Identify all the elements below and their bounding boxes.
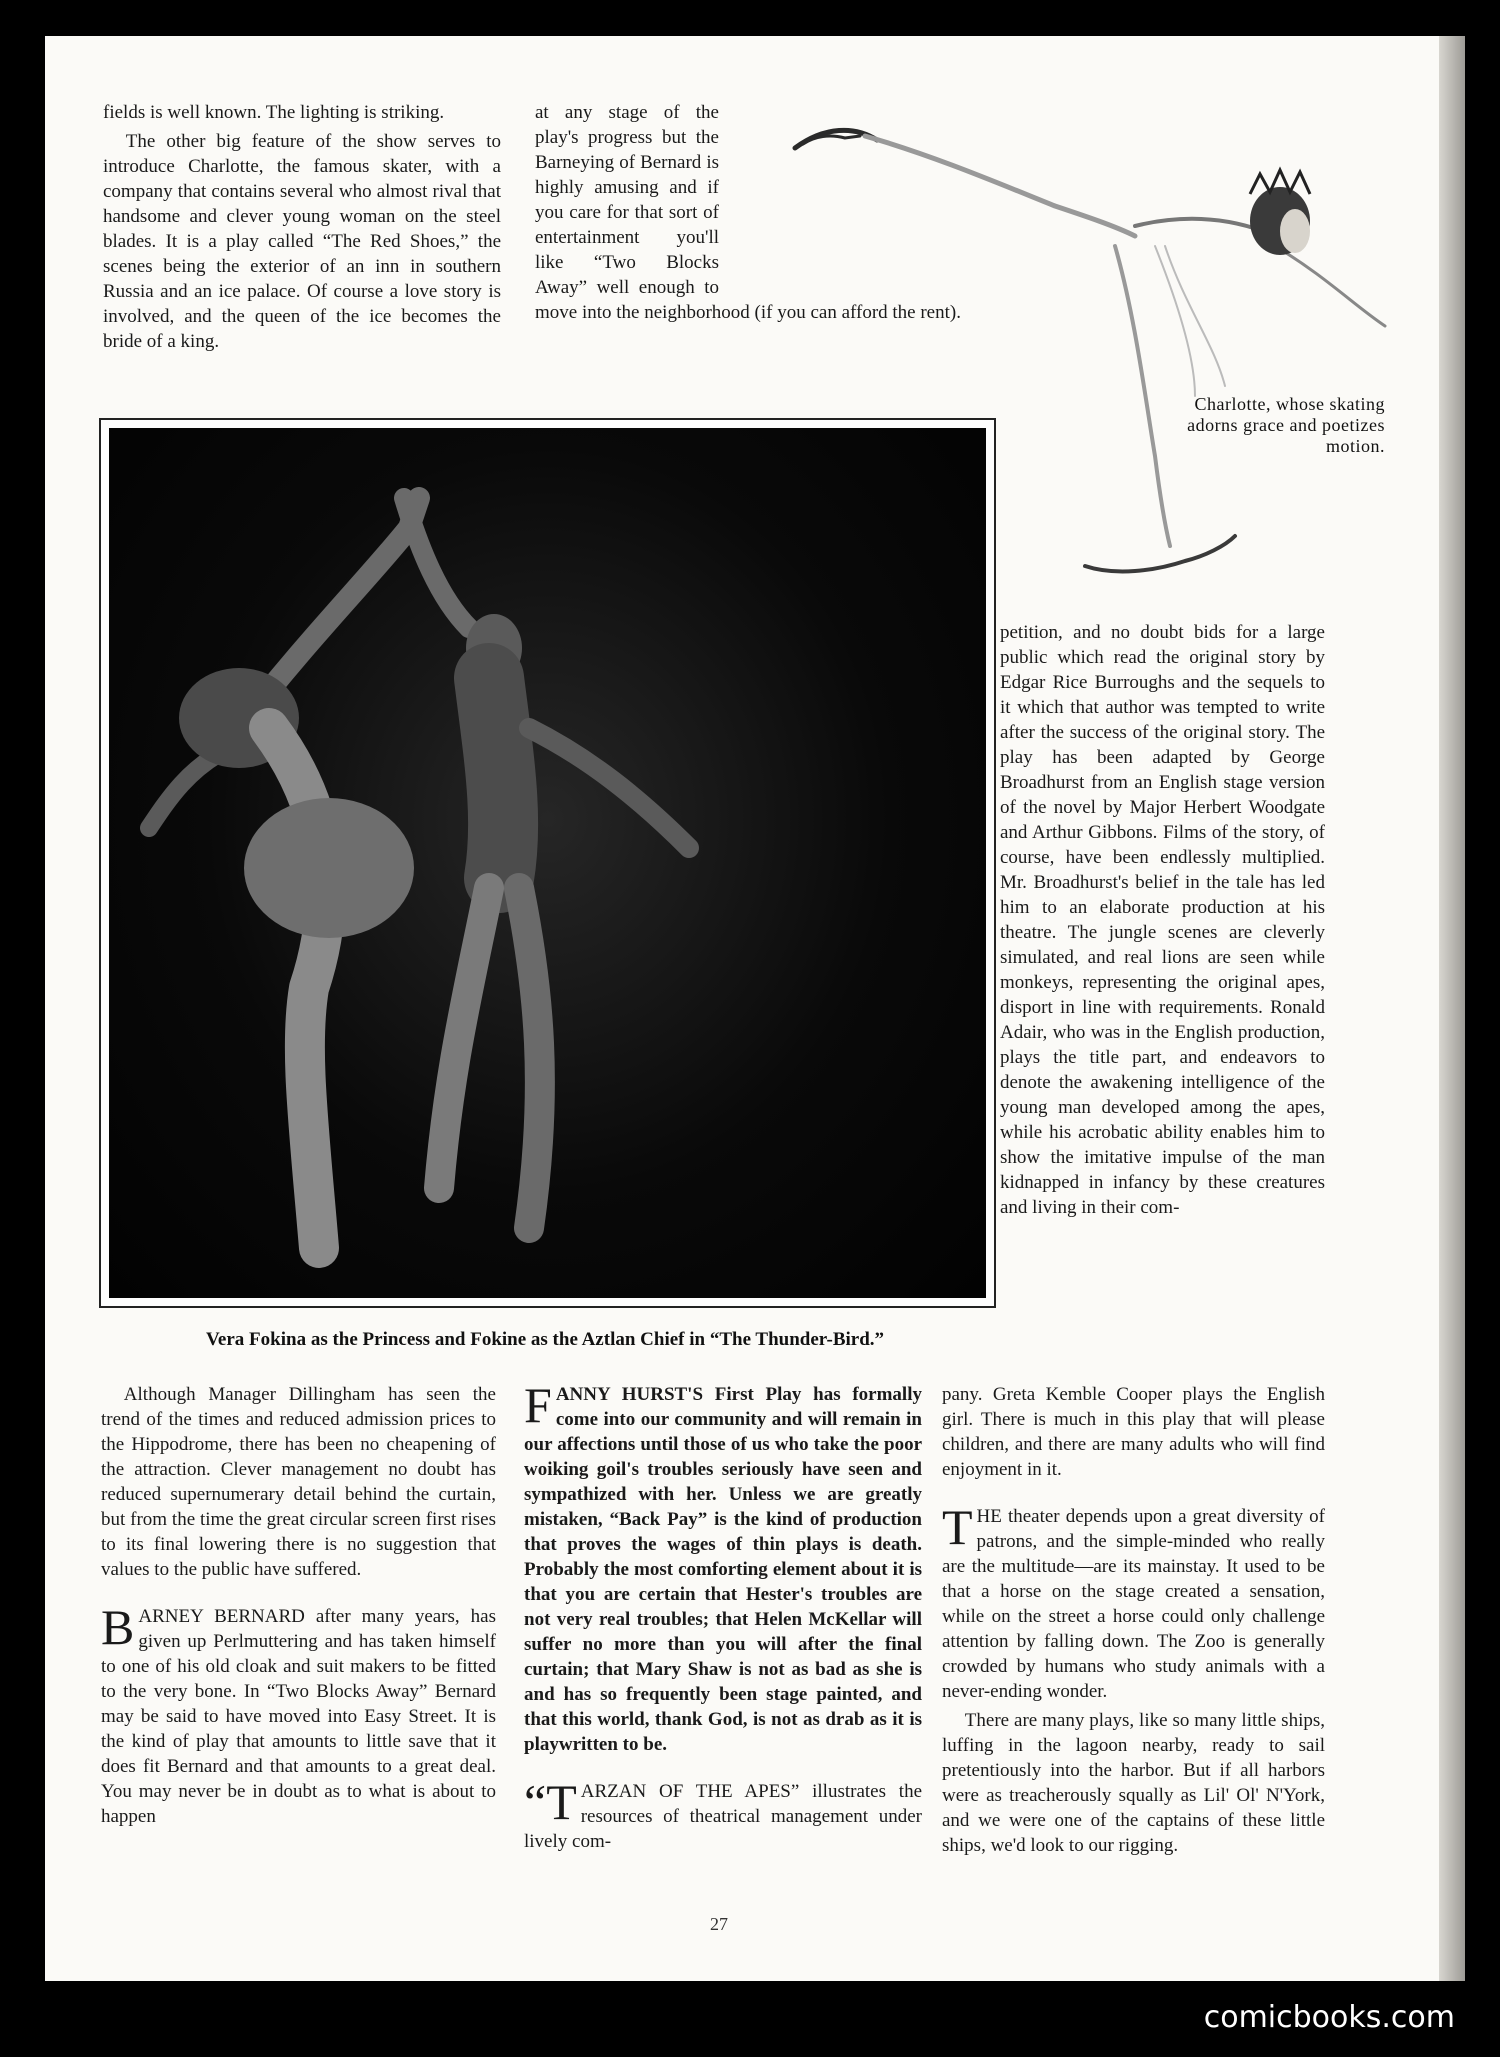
sketch-caption: Charlotte, whose skating adorns grace and poetizes motion. bbox=[1187, 394, 1385, 456]
lead-in: ANNY HURST'S bbox=[555, 1384, 704, 1405]
page-number: 27 bbox=[710, 1914, 728, 1934]
article-paragraph: “TARZAN OF THE APES” illustrates the resources of theatrical management under lively com- bbox=[524, 1774, 922, 1852]
article-column-2-bottom bbox=[524, 1377, 922, 1854]
article-paragraph: at any stage of the play's progress but the Barneying of Bernard is highly amusing and if you care for that sort of entertainment you'll like “Two Blocks Away” well enough to move into the neighborhood (if you can afford the rent). bbox=[535, 102, 961, 323]
skirt-fringe bbox=[1155, 246, 1195, 396]
chief-leg-left bbox=[439, 888, 489, 1188]
article-paragraph: pany. Greta Kemble Cooper plays the English girl. There is much in this play that will please children, and there are many adults who will find enjoyment in it. bbox=[942, 1384, 1325, 1480]
dance-photograph bbox=[99, 418, 996, 1308]
skater-head bbox=[1250, 170, 1310, 255]
raised-skate-boot bbox=[795, 130, 877, 148]
page-edge-shadow bbox=[1439, 36, 1465, 1981]
photo-caption: Vera Fokina as the Princess and Fokine as the Aztlan Chief in “The Thunder-Bird.” bbox=[205, 1329, 885, 1350]
princess-skirt bbox=[244, 798, 414, 938]
article-paragraph: petition, and no doubt bids for a large public which read the original story by Edgar Rice Burroughs and the sequels to it which that author was tempted to write after the success of the original story. The play has been adapted by George Broadhurst from an English stage version of the novel by Major Herbert Woodgate and Arthur Gibbons. Films of the story, of course, have been endlessly multiplied. Mr. Broadhurst's belief in the tale has led him to an elaborate production at his theatre. The jungle scenes are cleverly simulated, and real lions are seen while monkeys, representing the original apes, disport in line with requirements. Ronald Adair, who was in the English production, plays the title part, and endeavors to denote the awakening intelligence of the young man developed among the apes, while his acrobatic ability enables him to show the imitative impulse of the man kidnapped in infancy by these creatures and living in their com- bbox=[1000, 622, 1325, 1218]
lead-in: ARNEY BERNARD bbox=[138, 1606, 305, 1627]
article-paragraph: There are many plays, like so many little ships, luffing in the lagoon nearby, ready to sail pretentiously into the harbor. But if all harbors were as treacherously squally as Lil' Ol' N'York, and we were one of the captains of these little ships, we'd look to our rigging. bbox=[942, 1710, 1325, 1856]
article-column-right bbox=[1000, 620, 1325, 1220]
article-column-1-bottom bbox=[101, 1382, 496, 1829]
chief-body bbox=[489, 678, 503, 878]
article-paragraph: BARNEY BERNARD after many years, has given up Perlmuttering and has taken himself to one of his old cloak and suit makers to be fitted to the very bone. In “Two Blocks Away” Bernard may be said to have moved into Easy Street. It is the kind of play that amounts to little save that it does fit Bernard and that amounts to a great deal. You may never be in doubt as to what is about to happen bbox=[101, 1599, 496, 1827]
site-watermark: comicbooks.com bbox=[1203, 2000, 1455, 2035]
drop-cap: T bbox=[942, 1499, 973, 1555]
chief-leg-right bbox=[519, 888, 540, 1228]
chief-extended-arm bbox=[529, 728, 689, 848]
drop-cap: B bbox=[101, 1599, 135, 1655]
arm-right bbox=[1275, 246, 1385, 326]
article-paragraph: FANNY HURST'S First Play has formally come into our community and will remain in our affections until those of us who take the poor woiking goil's troubles seriously have seen and sympathized with her. Unless we are greatly mistaken, “Back Pay” is the kind of production that proves the wages of thin plays is death. Probably the most comforting element about it is that you are certain that Hester's troubles are not very real troubles; that Helen McKellar will suffer no more than you will after the final curtain; that Mary Shaw is not as bad as she is and has so frequently been stage painted, and that this world, thank God, is not as drab as it is playwritten to be. bbox=[524, 1377, 922, 1755]
article-paragraph: fields is well known. The lighting is striking. bbox=[103, 102, 445, 123]
skate-blade-lower bbox=[1085, 536, 1235, 571]
article-paragraph: Although Manager Dillingham has seen the trend of the times and reduced admission prices to the Hippodrome, there has been no cheapening of the attraction. Clever management no doubt has reduced supernumerary detail behind the curtain, but from the time the great circular screen first rises to its final lowering there is no suggestion that values to the public have suffered. bbox=[101, 1384, 496, 1580]
article-paragraph: THE theater depends upon a great diversity of patrons, and the simple-minded who really are the multitude—are its mainstay. It used to be that a horse on the stage created a sensation, while on the street a horse could only challenge attention by falling down. The Zoo is generally crowded by humans who study animals with a never-ending wonder. bbox=[942, 1499, 1325, 1702]
drop-cap: F bbox=[524, 1377, 552, 1433]
magazine-page bbox=[45, 36, 1465, 1981]
article-column-3-bottom bbox=[942, 1382, 1325, 1858]
article-column-1-top bbox=[103, 100, 501, 354]
dancers-figures bbox=[109, 428, 986, 1298]
drop-cap: “T bbox=[524, 1774, 577, 1830]
extended-leg bbox=[865, 136, 1135, 236]
lead-in: ARZAN OF THE APES” bbox=[580, 1781, 800, 1802]
chief-raised-arm bbox=[404, 498, 469, 628]
article-paragraph: The other big feature of the show serves to introduce Charlotte, the famous skater, with a company that contains several who almost rival that handsome and clever young woman on the steel blades. It is a play called “The Red Shoes,” the scenes being the exterior of an inn in southern Russia and an ice palace. Of course a love story is involved, and the queen of the ice becomes the bride of a king. bbox=[103, 131, 501, 352]
